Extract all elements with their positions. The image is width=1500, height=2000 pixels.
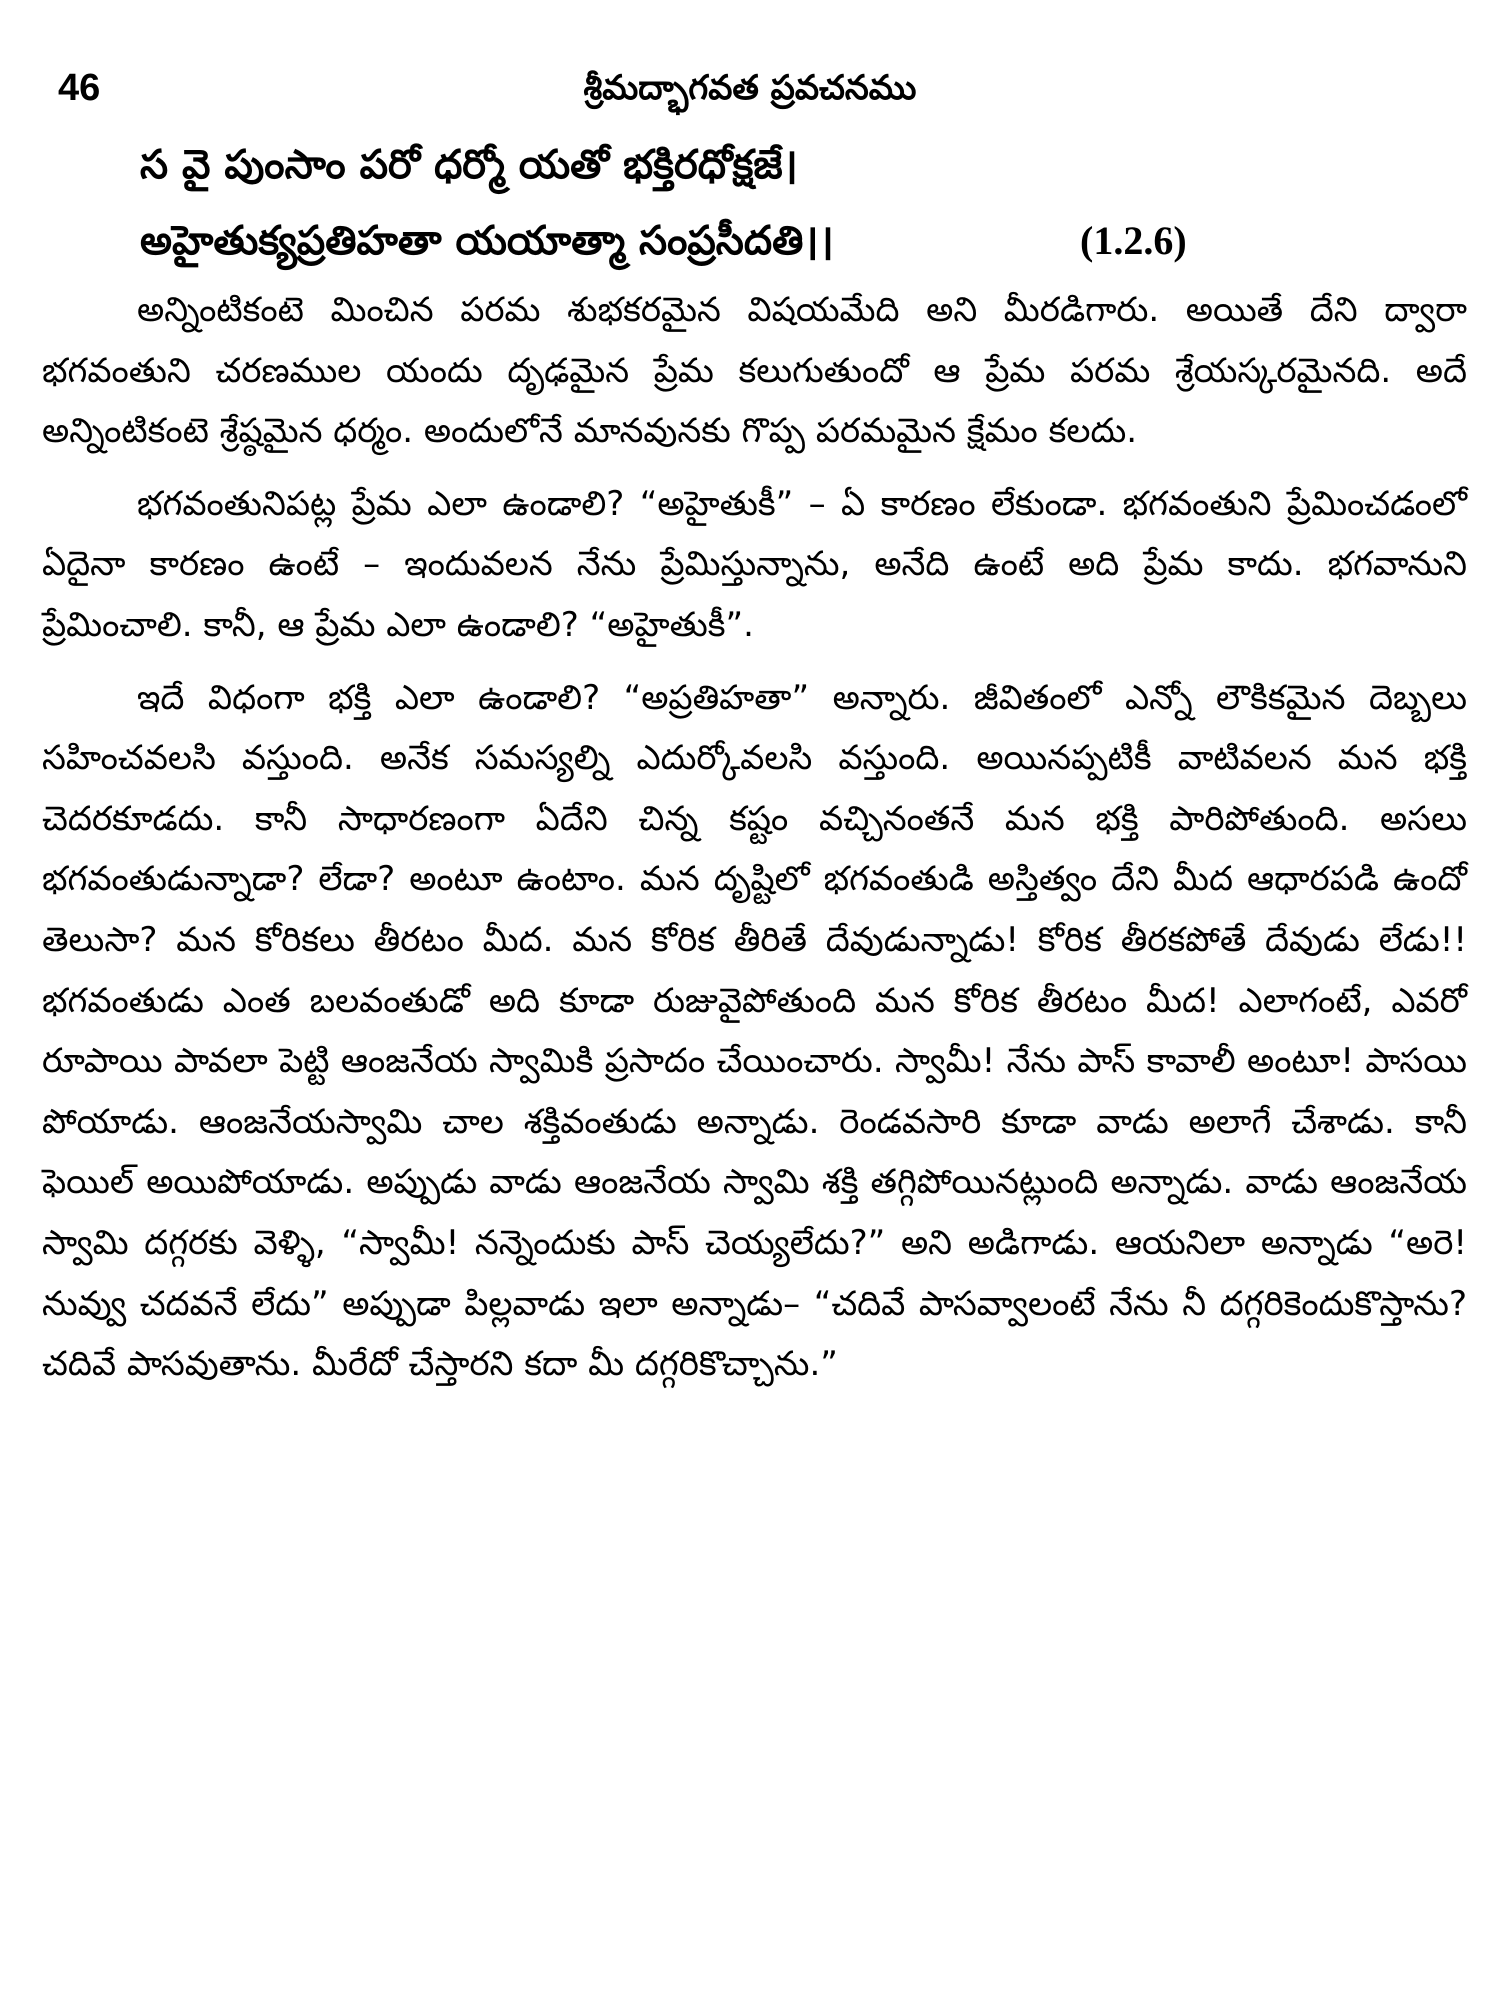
verse-line-1: స వై పుంసాం పరో ధర్మో యతో భక్తిరధోక్షజే। [140, 142, 798, 188]
paragraph-3: ఇదే విధంగా భక్తి ఎలా ఉండాలి? “అప్రతిహతా” అన్నారు. జీవితంలో ఎన్నో లౌకికమైన దెబ్బలు సహించవలసి వస్తుంది. అనేక సమస్యల్ని ఎదుర్కోవలసి వస్తుంది. అయినప్పటికీ వాటివలన మన భక్తి చెదరకూడదు. కానీ సాధారణంగా ఏదేని చిన్న కష్టం వచ్చినంతనే మన భక్తి పారిపోతుంది. అసలు భగవంతుడున్నాడా? లేడా? అంటూ ఉంటాం. మన దృష్టిలో భగవంతుడి అస్తిత్వం దేని మీద ఆధారపడి ఉందో తెలుసా? మన కోరికలు తీరటం మీద. మన కోరిక తీరితే దేవుడున్నాడు! కోరిక తీరకపోతే దేవుడు లేడు!! భగవంతుడు ఎంత బలవంతుడో అది కూడా రుజువైపోతుంది మన కోరిక తీరటం మీద! ఎలాగంటే, ఎవరో రూపాయి పావలా పెట్టి ఆంజనేయ స్వామికి ప్రసాదం చేయించారు. స్వామీ! నేను పాస్ కావాలీ అంటూ! పాసయి పోయాడు. ఆంజనేయస్వామి చాల శక్తివంతుడు అన్నాడు. రెండవసారి కూడా వాడు అలాగే చేశాడు. కానీ ఫెయిల్ అయిపోయాడు. అప్పుడు వాడు ఆంజనేయ స్వామి శక్తి తగ్గిపోయినట్లుంది అన్నాడు. వాడు ఆంజనేయ స్వామి దగ్గరకు వెళ్ళి, “స్వామీ! నన్నెందుకు పాస్ చెయ్యలేదు?” అని అడిగాడు. ఆయనిలా అన్నాడు “అరె! నువ్వు చదవనే లేదు” అప్పుడా పిల్లవాడు ఇలా అన్నాడు– “చదివే పాసవ్వాలంటే నేను నీ దగ్గరికెందుకొస్తాను? చదివే పాసవుతాను. మీరేదో చేస్తారని కదా మీ దగ్గరికొచ్చాను.” [42, 677, 1467, 1385]
verse-line-2: అహైతుక్యప్రతిహతా యయాత్మా సంప్రసీదతి।। [140, 218, 834, 264]
paragraph-2: భగవంతునిపట్ల ప్రేమ ఎలా ఉండాలి? “అహైతుకీ” – ఏ కారణం లేకుండా. భగవంతుని ప్రేమించడంలో ఏదైనా కారణం ఉంటే – ఇందువలన నేను ప్రేమిస్తున్నాను, అనేది ఉంటే అది ప్రేమ కాదు. భగవానుని ప్రేమించాలి. కానీ, ఆ ప్రేమ ఎలా ఉండాలి? “అహైతుకీ”. [42, 483, 1467, 645]
verse-reference: (1.2.6) [1080, 218, 1187, 263]
paragraph-1: అన్నింటికంటె మించిన పరమ శుభకరమైన విషయమేది అని మీరడిగారు. అయితే దేని ద్వారా భగవంతుని చరణముల యందు దృఢమైన ప్రేమ కలుగుతుందో ఆ ప్రేమ పరమ శ్రేయస్కరమైనది. అదే అన్నింటికంటె శ్రేష్ఠమైన ధర్మం. అందులోనే మానవునకు గొప్ప పరమమైన క్షేమం కలదు. [42, 290, 1467, 452]
body-text [42, 280, 1467, 1395]
page-number: 46 [58, 67, 101, 109]
page-header [0, 58, 1500, 118]
running-title: శ్రీమద్భాగవత ప్రవచనము [583, 68, 917, 108]
